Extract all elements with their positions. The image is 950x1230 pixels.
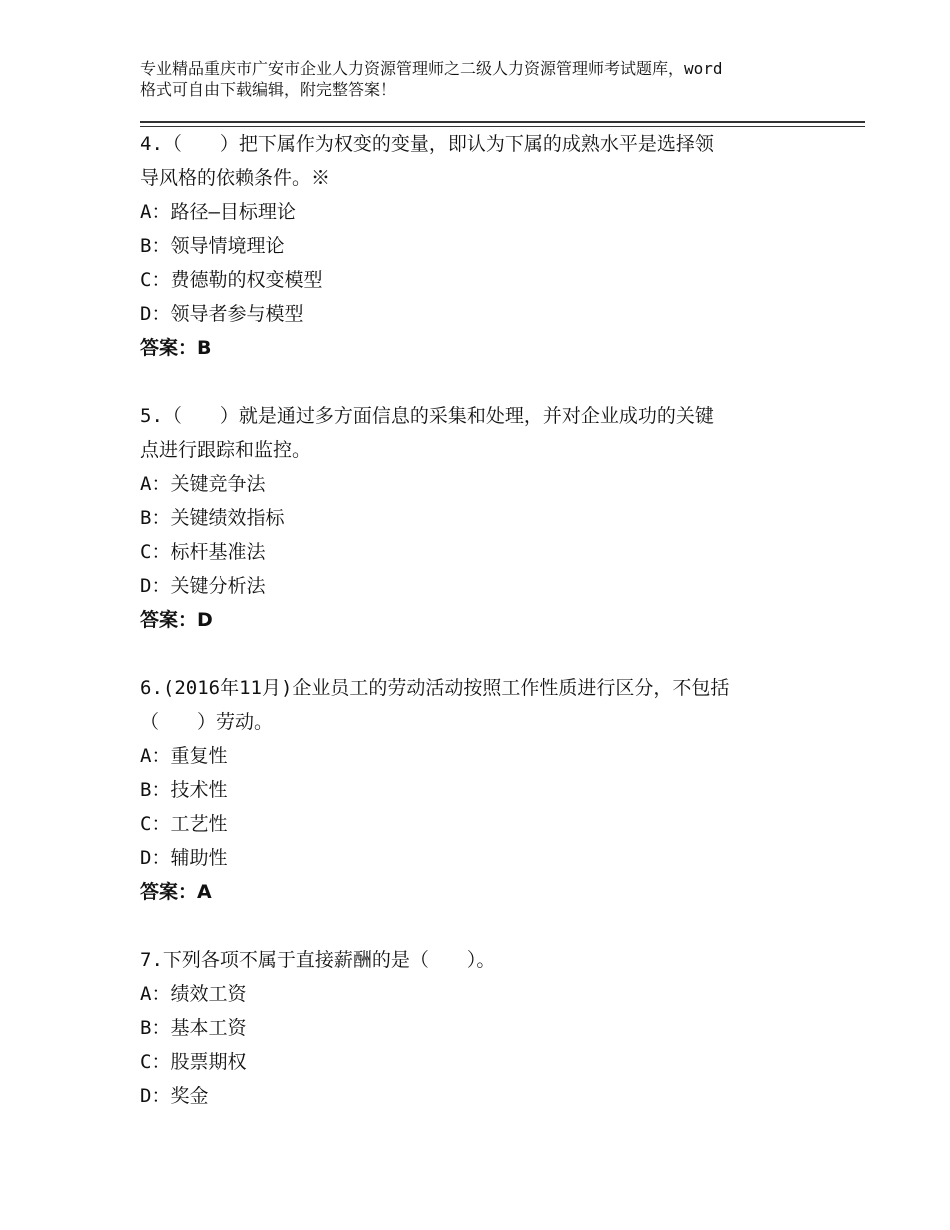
question-list — [140, 127, 840, 1147]
option-d: D：关键分析法 — [140, 575, 266, 597]
option-a: A：路径—目标理论 — [140, 201, 296, 223]
question-stem: 4.（ ）把下属作为权变的变量，即认为下属的成熟水平是选择领 导风格的依赖条件。※ — [140, 133, 714, 189]
question-5 — [140, 399, 840, 637]
question-6 — [140, 671, 840, 909]
answer: 答案：D — [140, 609, 213, 631]
option-b: B：领导情境理论 — [140, 235, 285, 257]
question-stem: 5.（ ）就是通过多方面信息的采集和处理，并对企业成功的关键 点进行跟踪和监控。 — [140, 405, 714, 461]
question-stem: 6.(2016年11月)企业员工的劳动活动按照工作性质进行区分，不包括 （ ）劳动。 — [140, 677, 730, 733]
option-d: D：辅助性 — [140, 847, 228, 869]
header-line-2: 格式可自由下载编辑，附完整答案！ — [140, 80, 397, 99]
option-d: D：领导者参与模型 — [140, 303, 304, 325]
option-a: A：关键竞争法 — [140, 473, 266, 495]
header-line-1: 专业精品重庆市广安市企业人力资源管理师之二级人力资源管理师考试题库，word — [140, 59, 723, 78]
answer: 答案：B — [140, 337, 212, 359]
option-b: B：基本工资 — [140, 1017, 247, 1039]
option-b: B：关键绩效指标 — [140, 507, 285, 529]
question-7 — [140, 943, 840, 1113]
option-d: D：奖金 — [140, 1085, 209, 1107]
option-a: A：绩效工资 — [140, 983, 247, 1005]
document-header — [140, 58, 830, 100]
option-c: C：标杆基准法 — [140, 541, 266, 563]
answer: 答案：A — [140, 881, 212, 903]
header-rule-thick — [140, 121, 865, 123]
option-c: C：费德勒的权变模型 — [140, 269, 323, 291]
question-4 — [140, 127, 840, 365]
option-a: A：重复性 — [140, 745, 228, 767]
option-c: C：股票期权 — [140, 1051, 247, 1073]
option-c: C：工艺性 — [140, 813, 228, 835]
question-stem: 7.下列各项不属于直接薪酬的是（ ）。 — [140, 949, 496, 971]
option-b: B：技术性 — [140, 779, 228, 801]
